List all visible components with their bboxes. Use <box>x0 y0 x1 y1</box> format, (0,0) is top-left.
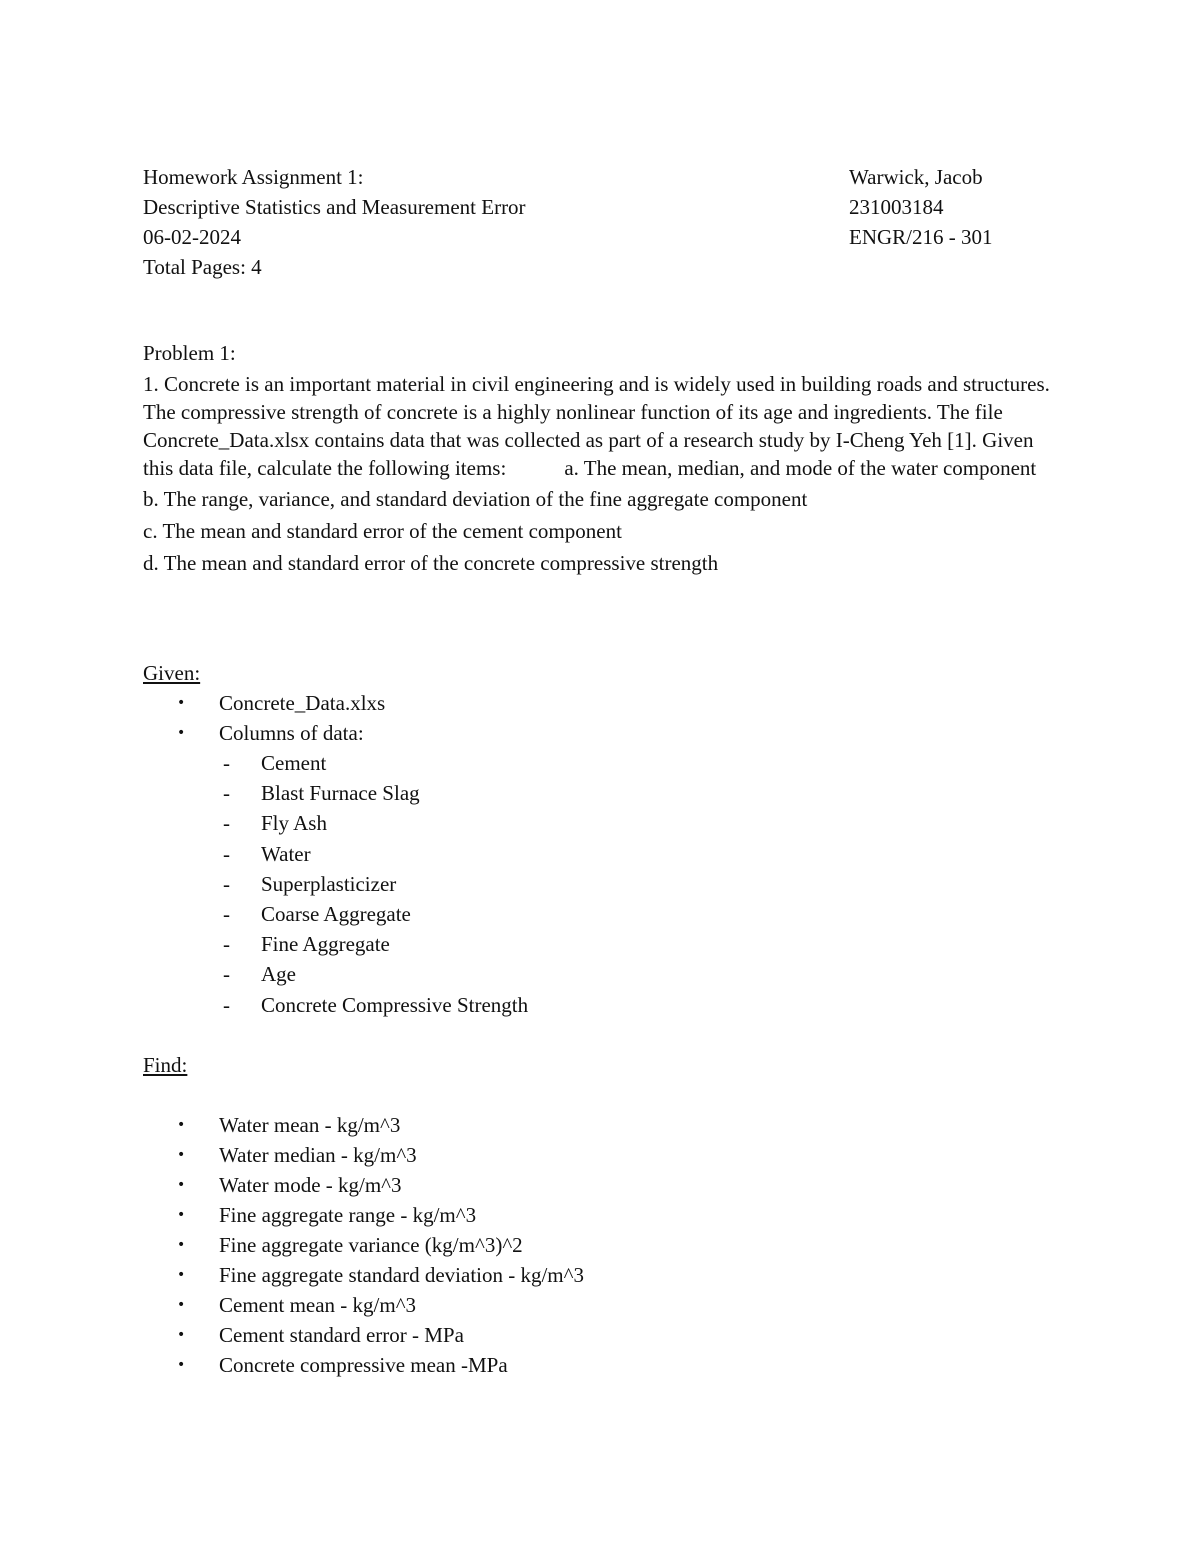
student-id: 231003184 <box>849 195 944 219</box>
list-item <box>143 869 1043 899</box>
dash-mark: - <box>223 992 230 1017</box>
problem-statement <box>143 370 1063 482</box>
list-item <box>143 808 1043 838</box>
bullet-mark: • <box>177 1357 186 1373</box>
given-bullet-text: Concrete_Data.xlxs <box>219 691 386 715</box>
header-row-2 <box>143 192 1023 222</box>
column-name: Concrete Compressive Strength <box>261 992 529 1017</box>
list-item <box>143 1170 1043 1200</box>
bullet-mark: • <box>177 1207 186 1223</box>
bullet-mark: • <box>177 695 186 711</box>
bullet-mark: • <box>177 725 186 741</box>
find-item-text: Water median - kg/m^3 <box>219 1143 417 1167</box>
list-item <box>143 778 1043 808</box>
problem-lead-text: 1. Concrete is an important material in civil engineering and is widely used in building roads and structures. The compressive strength of concrete is a highly nonlinear function of its age and ingredients. The file Concrete_Data.xlsx contains data that was collected as part of a research study by I-Cheng Yeh [1]. Given this data file, calculate the following items: <box>143 372 1050 480</box>
student-name: Warwick, Jacob <box>849 165 983 189</box>
find-item-text: Water mean - kg/m^3 <box>219 1113 401 1137</box>
dash-mark: - <box>223 841 230 866</box>
list-item <box>143 688 1043 718</box>
dash-mark: - <box>223 871 230 896</box>
find-item-text: Cement standard error - MPa <box>219 1323 464 1347</box>
problem-item-a: a. The mean, median, and mode of the water component <box>564 456 1037 480</box>
list-item <box>143 1140 1043 1170</box>
list-item <box>143 1230 1043 1260</box>
dash-mark: - <box>223 901 230 926</box>
problem-item-d: d. The mean and standard error of the concrete compressive strength <box>143 551 719 575</box>
find-item-text: Fine aggregate standard deviation - kg/m^3 <box>219 1263 584 1287</box>
bullet-mark: • <box>177 1177 186 1193</box>
find-item-text: Cement mean - kg/m^3 <box>219 1293 417 1317</box>
given-bullet-list <box>143 688 1043 748</box>
list-item <box>143 718 1043 748</box>
list-item <box>143 1350 1043 1380</box>
list-item <box>143 1200 1043 1230</box>
find-section <box>143 1050 1043 1380</box>
column-name: Cement <box>261 751 327 775</box>
column-name: Superplasticizer <box>261 871 397 896</box>
list-item <box>143 1290 1043 1320</box>
assignment-header <box>143 162 1023 282</box>
list-item <box>143 990 1043 1020</box>
problem-item-b: b. The range, variance, and standard deviation of the fine aggregate component <box>143 487 808 511</box>
column-name: Coarse Aggregate <box>261 901 411 926</box>
find-bullet-list <box>143 1110 1043 1380</box>
list-item <box>143 839 1043 869</box>
given-title: Given: <box>143 661 201 685</box>
bullet-mark: • <box>177 1327 186 1343</box>
assignment-subtitle: Descriptive Statistics and Measurement Error <box>143 195 526 219</box>
list-item <box>143 899 1043 929</box>
total-pages: Total Pages: 4 <box>143 255 262 279</box>
find-item-text: Water mode - kg/m^3 <box>219 1173 402 1197</box>
header-row-4 <box>143 252 1023 282</box>
find-title: Find: <box>143 1053 188 1077</box>
column-name: Water <box>261 841 311 866</box>
bullet-mark: • <box>177 1117 186 1133</box>
problem-section <box>143 338 1063 578</box>
header-row-3 <box>143 222 1023 252</box>
list-item <box>143 1110 1043 1140</box>
column-name: Fine Aggregate <box>261 932 390 957</box>
dash-mark: - <box>223 932 230 957</box>
problem-item-c: c. The mean and standard error of the cement component <box>143 519 622 543</box>
bullet-mark: • <box>177 1267 186 1283</box>
column-name: Age <box>261 962 296 987</box>
data-columns-list <box>143 748 1043 1020</box>
assignment-title: Homework Assignment 1: <box>143 165 364 189</box>
dash-mark: - <box>223 751 230 775</box>
find-item-text: Fine aggregate variance (kg/m^3)^2 <box>219 1233 523 1257</box>
find-item-text: Fine aggregate range - kg/m^3 <box>219 1203 477 1227</box>
dash-mark: - <box>223 811 230 836</box>
find-item-text: Concrete compressive mean -MPa <box>219 1353 508 1377</box>
course-section: ENGR/216 - 301 <box>849 225 993 249</box>
list-item <box>143 1320 1043 1350</box>
dash-mark: - <box>223 962 230 987</box>
given-bullet-text: Columns of data: <box>219 721 364 745</box>
bullet-mark: • <box>177 1237 186 1253</box>
header-row-1 <box>143 162 1023 192</box>
dash-mark: - <box>223 781 230 806</box>
list-item <box>143 1260 1043 1290</box>
given-section <box>143 658 1043 1020</box>
list-item <box>143 748 1043 778</box>
bullet-mark: • <box>177 1297 186 1313</box>
column-name: Blast Furnace Slag <box>261 781 420 806</box>
column-name: Fly Ash <box>261 811 327 836</box>
bullet-mark: • <box>177 1147 186 1163</box>
list-item <box>143 959 1043 989</box>
list-item <box>143 929 1043 959</box>
problem-title: Problem 1: <box>143 341 236 365</box>
assignment-date: 06-02-2024 <box>143 225 241 249</box>
